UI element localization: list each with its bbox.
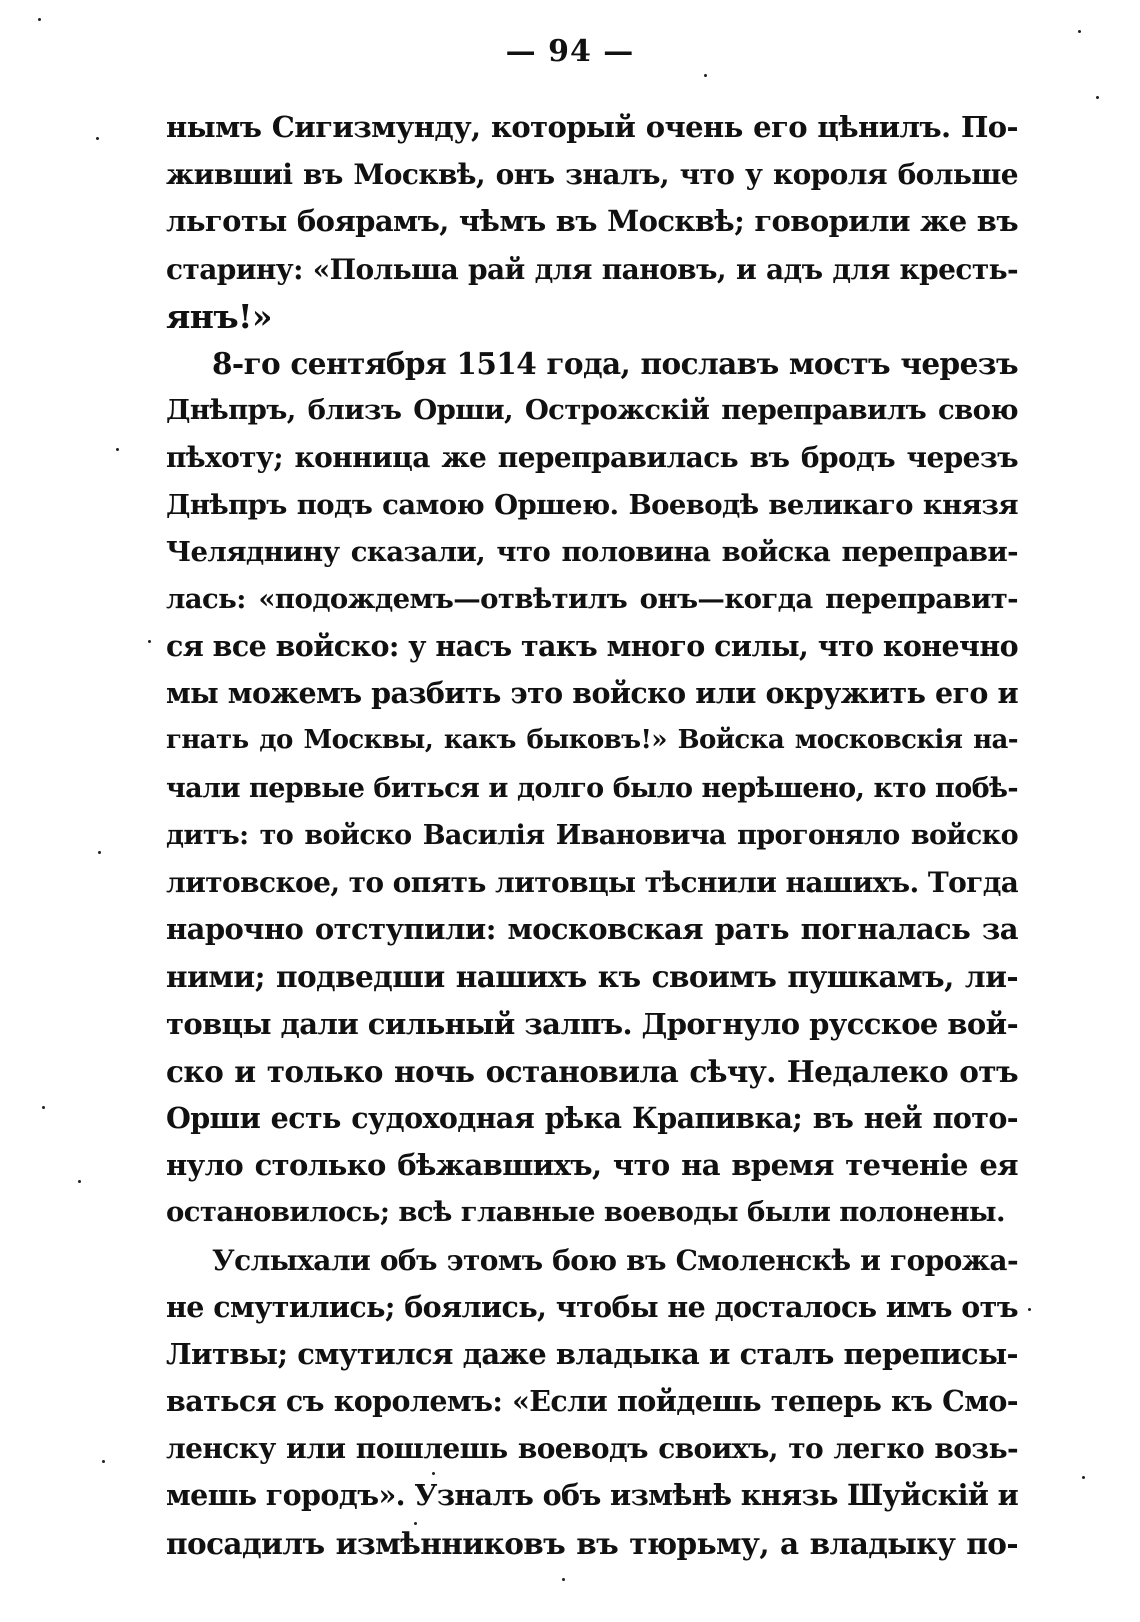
print-speck bbox=[704, 74, 707, 77]
print-speck bbox=[432, 1472, 435, 1475]
print-speck bbox=[1028, 1308, 1031, 1311]
text-line: мешь городъ». Узналъ объ измѣнѣ князь Шуйскій и bbox=[166, 1478, 1018, 1513]
text-line: 8-го сентября 1514 года, пославъ мостъ черезъ bbox=[212, 345, 1018, 381]
text-line: льготы боярамъ, чѣмъ въ Москвѣ; говорили же въ bbox=[166, 204, 1018, 239]
print-speck bbox=[98, 851, 101, 854]
page-number: — 94 — bbox=[505, 34, 635, 69]
text-line: дитъ: то войско Василія Ивановича прогоняло войско bbox=[166, 819, 1018, 851]
text-line: ско и только ночь остановила сѣчу. Недалеко отъ bbox=[166, 1053, 1018, 1089]
text-line: литовское, то опять литовцы тѣснили нашихъ. Тогда bbox=[166, 866, 1018, 899]
text-line: Днѣпръ, близъ Орши, Острожскій переправилъ свою bbox=[166, 394, 1018, 427]
print-speck bbox=[1078, 30, 1081, 33]
print-speck bbox=[116, 448, 119, 451]
text-line: нуло столько бѣжавшихъ, что на время теченіе ея bbox=[166, 1148, 1018, 1183]
print-speck bbox=[38, 18, 41, 21]
print-speck bbox=[96, 137, 99, 140]
text-line: товцы дали сильный залпъ. Дрогнуло русское вой- bbox=[166, 1006, 1018, 1041]
print-speck bbox=[102, 1460, 105, 1463]
text-line: ними; подведши нашихъ къ своимъ пушкамъ, ли- bbox=[166, 959, 1018, 995]
print-speck bbox=[42, 1106, 45, 1109]
text-line: нымъ Сигизмунду, который очень его цѣнилъ. По- bbox=[166, 110, 1018, 144]
text-line: жившиi въ Москвѣ, онъ зналъ, что у короля больше bbox=[166, 158, 1018, 192]
text-line: Услыхали объ этомъ бою въ Смоленскѣ и горожа- bbox=[212, 1243, 1018, 1277]
print-speck bbox=[78, 1180, 81, 1183]
text-line: нарочно отступили: московская рать погналась за bbox=[166, 912, 1018, 947]
text-line: ваться съ королемъ: «Если пойдешь теперь къ Смо- bbox=[166, 1384, 1018, 1419]
text-line: мы можемъ разбить это войско или окружить его и bbox=[166, 676, 1018, 711]
text-line: ся все войско: у насъ такъ много силы, что конечно bbox=[166, 629, 1018, 664]
text-line: не смутились; боялись, чтобы не досталось имъ отъ bbox=[166, 1289, 1018, 1324]
text-line: остановилось; всѣ главные воеводы были полонены. bbox=[166, 1196, 1005, 1229]
print-speck bbox=[562, 1578, 565, 1581]
text-line: гнать до Москвы, какъ быковъ!» Войска московскія на- bbox=[166, 725, 1018, 756]
text-line: Челяднину сказали, что половина войска переправи- bbox=[166, 535, 1018, 568]
print-speck bbox=[1096, 96, 1099, 99]
text-line: ленску или пошлешь воеводъ своихъ, то легко возь- bbox=[166, 1432, 1018, 1466]
text-line: лась: «подождемъ—отвѣтилъ онъ—когда переправит- bbox=[166, 582, 1018, 615]
body-text bbox=[166, 104, 1018, 1567]
text-line: посадилъ измѣнниковъ въ тюрьму, а владыку по- bbox=[166, 1525, 1018, 1561]
text-line: Орши есть судоходная рѣка Крапивка; въ ней пото- bbox=[166, 1100, 1018, 1135]
text-line: Днѣпръ подъ самою Оршею. Воеводѣ великаго князя bbox=[166, 488, 1018, 521]
text-line: Литвы; смутился даже владыка и сталъ переписы- bbox=[166, 1336, 1018, 1371]
text-line: старину: «Польша рай для пановъ, и адъ для кресть- bbox=[166, 252, 1018, 286]
print-speck bbox=[1082, 1476, 1085, 1479]
text-line: пѣхоту; конница же переправилась въ бродъ черезъ bbox=[166, 441, 1018, 475]
text-line: чали первые биться и долго было нерѣшено, кто побѣ- bbox=[166, 772, 1018, 804]
print-speck bbox=[414, 1522, 417, 1525]
print-speck bbox=[148, 640, 151, 643]
text-line: янъ!» bbox=[166, 296, 272, 336]
